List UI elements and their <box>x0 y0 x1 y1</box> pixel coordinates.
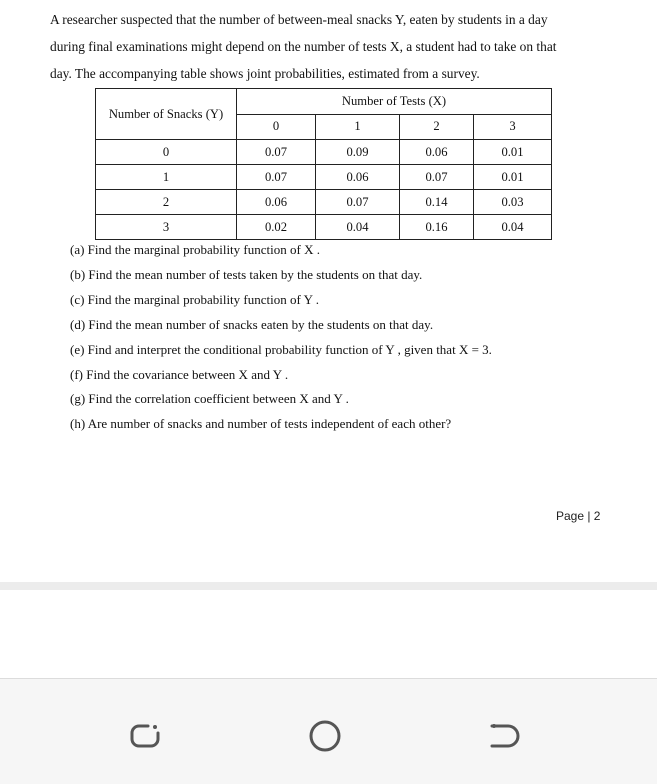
table-row <box>96 165 552 190</box>
table-header-row <box>96 89 552 115</box>
intro-paragraph <box>50 6 610 87</box>
question-b: (b) Find the mean number of tests taken by the students on that day. <box>70 266 423 282</box>
probability-cell: 0.16 <box>400 215 474 240</box>
probability-cell: 0.01 <box>474 165 552 190</box>
question-list <box>70 238 492 437</box>
home-icon[interactable] <box>308 719 342 753</box>
next-page-area[interactable] <box>0 590 657 678</box>
navigation-bar <box>0 678 657 784</box>
probability-cell: 0.07 <box>316 190 400 215</box>
table-row <box>96 190 552 215</box>
probability-cell: 0.01 <box>474 140 552 165</box>
page-separator <box>0 582 657 590</box>
x-value-cell: 1 <box>316 114 400 140</box>
intro-line: during final examinations might depend on the number of tests X, a student had to take on that <box>50 39 557 54</box>
joint-probability-table <box>95 88 552 240</box>
probability-cell: 0.07 <box>237 140 316 165</box>
y-value-cell: 2 <box>96 190 237 215</box>
recent-apps-icon[interactable] <box>128 719 162 753</box>
probability-cell: 0.06 <box>316 165 400 190</box>
y-value-cell: 1 <box>96 165 237 190</box>
x-value-cell: 2 <box>400 114 474 140</box>
probability-cell: 0.07 <box>237 165 316 190</box>
probability-cell: 0.04 <box>316 215 400 240</box>
page-number: Page | 2 <box>556 509 601 523</box>
question-f: (f) Find the covariance between X and Y . <box>70 366 289 382</box>
intro-line: day. The accompanying table shows joint probabilities, estimated from a survey. <box>50 66 480 81</box>
probability-cell: 0.14 <box>400 190 474 215</box>
question-g: (g) Find the correlation coefficient between X and Y . <box>70 391 349 407</box>
x-value-cell: 3 <box>474 114 552 140</box>
y-value-cell: 3 <box>96 215 237 240</box>
y-value-cell: 0 <box>96 140 237 165</box>
row-header-cell: Number of Snacks (Y) <box>96 89 237 140</box>
probability-cell: 0.07 <box>400 165 474 190</box>
probability-cell: 0.04 <box>474 215 552 240</box>
question-e: (e) Find and interpret the conditional probability function of Y , given that X = 3. <box>70 341 492 357</box>
question-d: (d) Find the mean number of snacks eaten by the students on that day. <box>70 316 434 332</box>
table-row <box>96 140 552 165</box>
col-group-header-cell: Number of Tests (X) <box>237 89 552 115</box>
probability-cell: 0.09 <box>316 140 400 165</box>
probability-cell: 0.03 <box>474 190 552 215</box>
back-icon[interactable] <box>488 719 522 753</box>
x-value-cell: 0 <box>237 114 316 140</box>
probability-cell: 0.06 <box>237 190 316 215</box>
intro-line: A researcher suspected that the number of between-meal snacks Y, eaten by students in a day <box>50 12 548 27</box>
question-a: (a) Find the marginal probability function of X . <box>70 242 320 257</box>
probability-cell: 0.02 <box>237 215 316 240</box>
table-row <box>96 215 552 240</box>
probability-cell: 0.06 <box>400 140 474 165</box>
question-h: (h) Are number of snacks and number of tests independent of each other? <box>70 416 452 432</box>
question-c: (c) Find the marginal probability function of Y . <box>70 291 319 307</box>
